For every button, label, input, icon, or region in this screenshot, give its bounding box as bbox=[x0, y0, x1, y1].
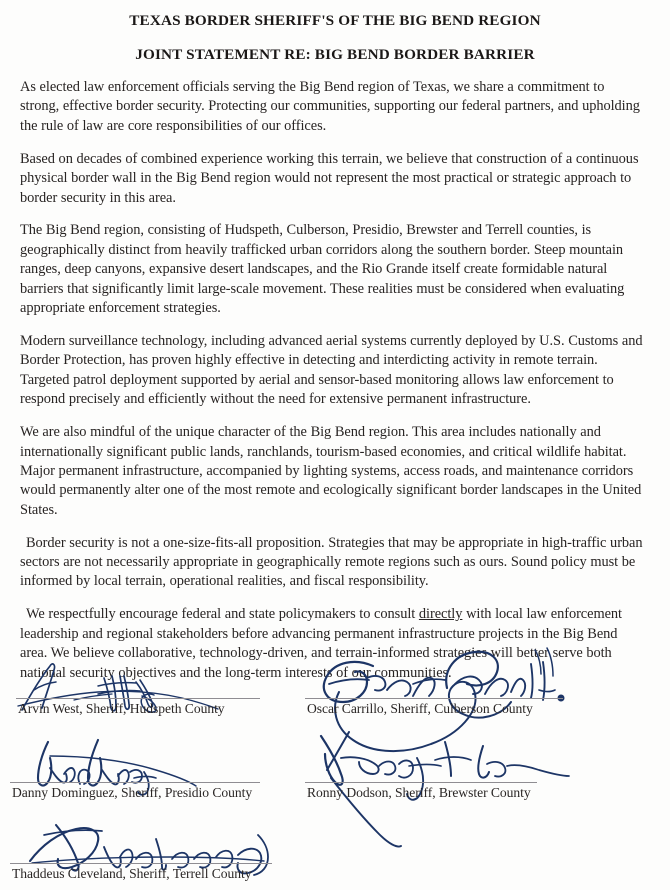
closing-text-before-underline: We respectfully encourage federal and state policymakers to consult bbox=[26, 606, 419, 623]
signature-area bbox=[0, 648, 670, 890]
paragraph-2: Based on decades of combined experience working this terrain, we believe that construction of a continuous physical border wall in the Big Bend region would not represent the most practical or strategic approach to border security in this area. bbox=[20, 150, 639, 206]
paragraph-3: The Big Bend region, consisting of Hudspeth, Culberson, Presidio, Brewster and Terrell counties, is geographically distinct from heavily trafficked urban corridors along the southern border. Steep mountain ranges, deep canyons, expansive desert landscapes, and the Rio Grande itself create formidable natural barriers that significantly limit large-scale movement. These realities must be considered when evaluating appropriate enforcement strategies. bbox=[20, 222, 625, 317]
document-title-line-2: JOINT STATEMENT RE: BIG BEND BORDER BARRIER bbox=[135, 46, 535, 64]
signature-rule-dodson bbox=[305, 782, 537, 783]
signature-name-dodson: Ronny Dodson, Sheriff, Brewster County bbox=[307, 785, 531, 800]
closing-text-after-underline: with local law enforcement leadership and regional stakeholders before advancing permanent infrastructure projects in the Big Bend area. We believe collaborative, technology-driven, and terrain-informed strategies will better serve both national security objectives and the long-term interests of our communities. bbox=[20, 606, 623, 681]
signature-rule-dominguez bbox=[10, 782, 260, 783]
paragraph-1: As elected law enforcement officials serving the Big Bend region of Texas, we share a commitment to strong, effective border security. Protecting our communities, supporting our federal partners, and upholding the rule of law are core responsibilities of our offices. bbox=[20, 79, 640, 134]
signature-name-carrillo: Oscar Carrillo, Sheriff, Culberson County bbox=[307, 701, 533, 716]
signature-name-cleveland: Thaddeus Cleveland, Sheriff, Terrell County bbox=[12, 866, 252, 881]
signature-name-dominguez: Danny Dominguez, Sheriff, Presidio County bbox=[12, 785, 253, 800]
signature-rule-cleveland bbox=[10, 863, 272, 864]
paragraph-5: We are also mindful of the unique character of the Big Bend region. This area includes nationally and internationally significant public lands, ranchlands, tourism-based economies, and critical wildlife habitat. Major permanent infrastructure, accompanied by lighting systems, access roads, and maintenance corridors would permanently alter one of the most remote and ecologically significant border landscapes in the United States. bbox=[20, 424, 642, 518]
signature-block-cleveland bbox=[10, 855, 272, 879]
closing-emphasis-directly: directly bbox=[418, 606, 463, 623]
document-body bbox=[20, 78, 646, 696]
signature-block-dominguez bbox=[10, 774, 260, 798]
document-title-line-1: TEXAS BORDER SHERIFF'S OF THE BIG BEND REGION bbox=[129, 12, 541, 29]
signature-block-carrillo bbox=[305, 690, 563, 714]
paragraph-6: Border security is not a one-size-fits-all proposition. Strategies that may be appropriate in high-traffic urban sectors are not necessarily appropriate in geographically remote regions such as ours. Sound policy must be informed by local terrain, operational realities, and fiscal responsibility. bbox=[20, 534, 643, 590]
signature-rule-west bbox=[16, 698, 260, 699]
signature-ink-oscar-carrillo bbox=[295, 644, 595, 794]
signature-rule-carrillo bbox=[305, 698, 563, 699]
signature-block-dodson bbox=[305, 774, 537, 798]
paragraph-4: Modern surveillance technology, including advanced aerial systems currently deployed by U.S. Customs and Border Protection, has proven highly effective in detecting and interdicting activity in remote terrain. Targeted patrol deployment supported by aerial and sensor-based monitoring allows law enforcement to respond precisely and efficiently without the need for extensive permanent infrastructure. bbox=[20, 332, 643, 408]
signature-name-west: Arvin West, Sheriff, Hudspeth County bbox=[18, 701, 225, 716]
signature-block-west bbox=[16, 690, 260, 714]
